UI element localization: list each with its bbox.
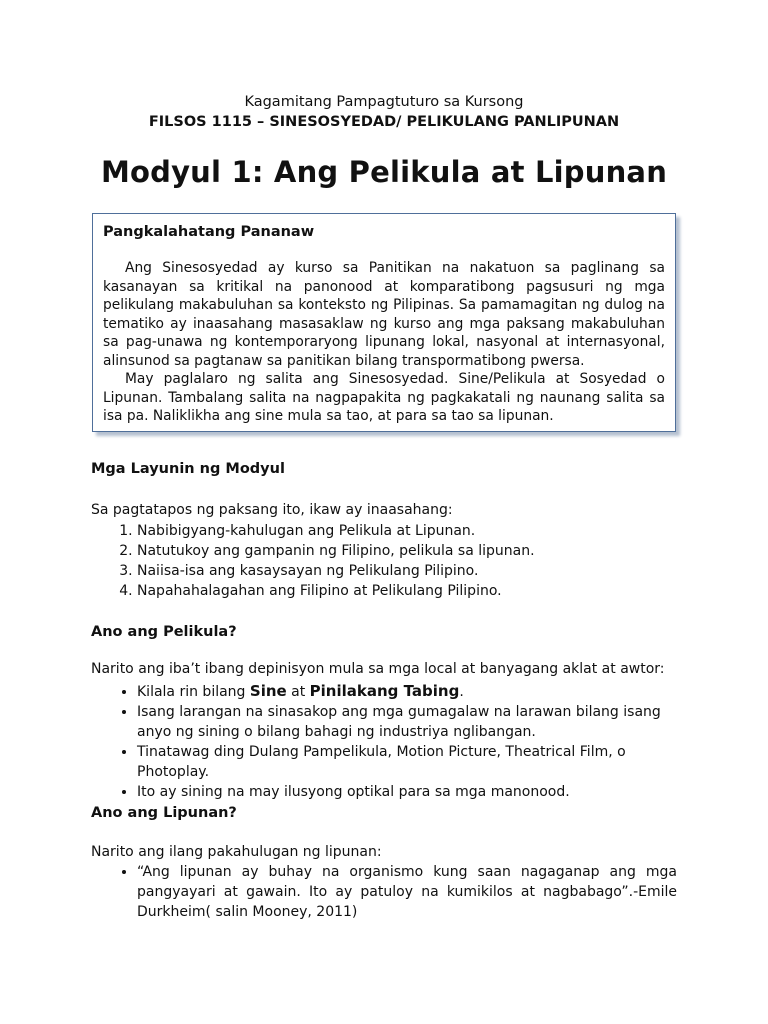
- term-sine: Sine: [249, 682, 287, 700]
- overview-box: [92, 213, 676, 432]
- list-item: • “Ang lipunan ay buhay na organismo kung saan nagaganap ang mga pangyayari at gawain. Ito ay patuloy na kumikilos at nagbabago”.-Emile Durkheim( salin Mooney, 2011): [137, 862, 677, 922]
- list-item: • Ito ay sining na may ilusyong optikal para sa mga manonood.: [137, 782, 677, 802]
- lipunan-list: [91, 862, 677, 922]
- course-title: FILSOS 1115 – SINESOSYEDAD/ PELIKULANG PANLIPUNAN: [148, 114, 620, 130]
- overview-heading: Pangkalahatang Pananaw: [103, 224, 315, 240]
- overview-paragraph: Ang Sinesosyedad ay kurso sa Panitikan na nakatuon sa paglinang sa kasanayan sa kritikal na panonood at komparatibong pagsusuri ng mga pelikulang makabuluhan sa konteksto ng Pilipinas. Sa pamamagitan ng dulog na tematiko ay inaasahang masasaklaw ng kurso ang mga paksang makabuluhan sa pag-unawa ng kontemporaryong lipunang lokal, nasyonal at internasyonal, alinsunod sa pagtanaw sa panitikan bilang transpormatibong pwersa.: [103, 260, 665, 369]
- list-item: 4. Napahahalagahan ang Filipino at Pelikulang Pilipino.: [137, 581, 535, 601]
- list-item: • Tinatawag ding Dulang Pampelikula, Motion Picture, Theatrical Film, o Photoplay.: [137, 742, 677, 782]
- term-pinilakang-tabing: Pinilakang Tabing: [309, 682, 460, 700]
- list-item: • Isang larangan na sinasakop ang mga gumagalaw na larawan bilang isang anyo ng sining o bilang bahagi ng industriya nglibangan.: [137, 702, 677, 742]
- list-item: 2. Natutukoy ang gampanin ng Filipino, pelikula sa lipunan.: [137, 541, 535, 561]
- pelikula-list: [91, 681, 677, 802]
- lipunan-heading: Ano ang Lipunan?: [91, 805, 237, 821]
- objectives-heading: Mga Layunin ng Modyul: [91, 461, 285, 477]
- list-item: 1. Nabibigyang-kahulugan ang Pelikula at Lipunan.: [137, 521, 535, 541]
- objectives-intro: Sa pagtatapos ng paksang ito, ikaw ay inaasahang:: [91, 502, 453, 518]
- objectives-list: [91, 521, 535, 601]
- list-item: 3. Naiisa-isa ang kasaysayan ng Pelikulang Pilipino.: [137, 561, 535, 581]
- pelikula-heading: Ano ang Pelikula?: [91, 624, 237, 640]
- pelikula-intro: Narito ang iba’t ibang depinisyon mula sa mga local at banyagang aklat at awtor:: [91, 661, 665, 677]
- list-item: • Kilala rin bilang Sine at Pinilakang Tabing.: [137, 681, 677, 702]
- overview-paragraph: May paglalaro ng salita ang Sinesosyedad. Sine/Pelikula at Sosyedad o Lipunan. Tambalang salita na nagpapakita ng pagkakatali ng naunang salita sa isa pa. Naliklikha ang sine mula sa tao, at para sa tao sa lipunan.: [103, 371, 665, 424]
- course-kicker: Kagamitang Pampagtuturo sa Kursong: [244, 94, 524, 110]
- module-title: Modyul 1: Ang Pelikula at Lipunan: [100, 155, 668, 189]
- lipunan-intro: Narito ang ilang pakahulugan ng lipunan:: [91, 844, 382, 860]
